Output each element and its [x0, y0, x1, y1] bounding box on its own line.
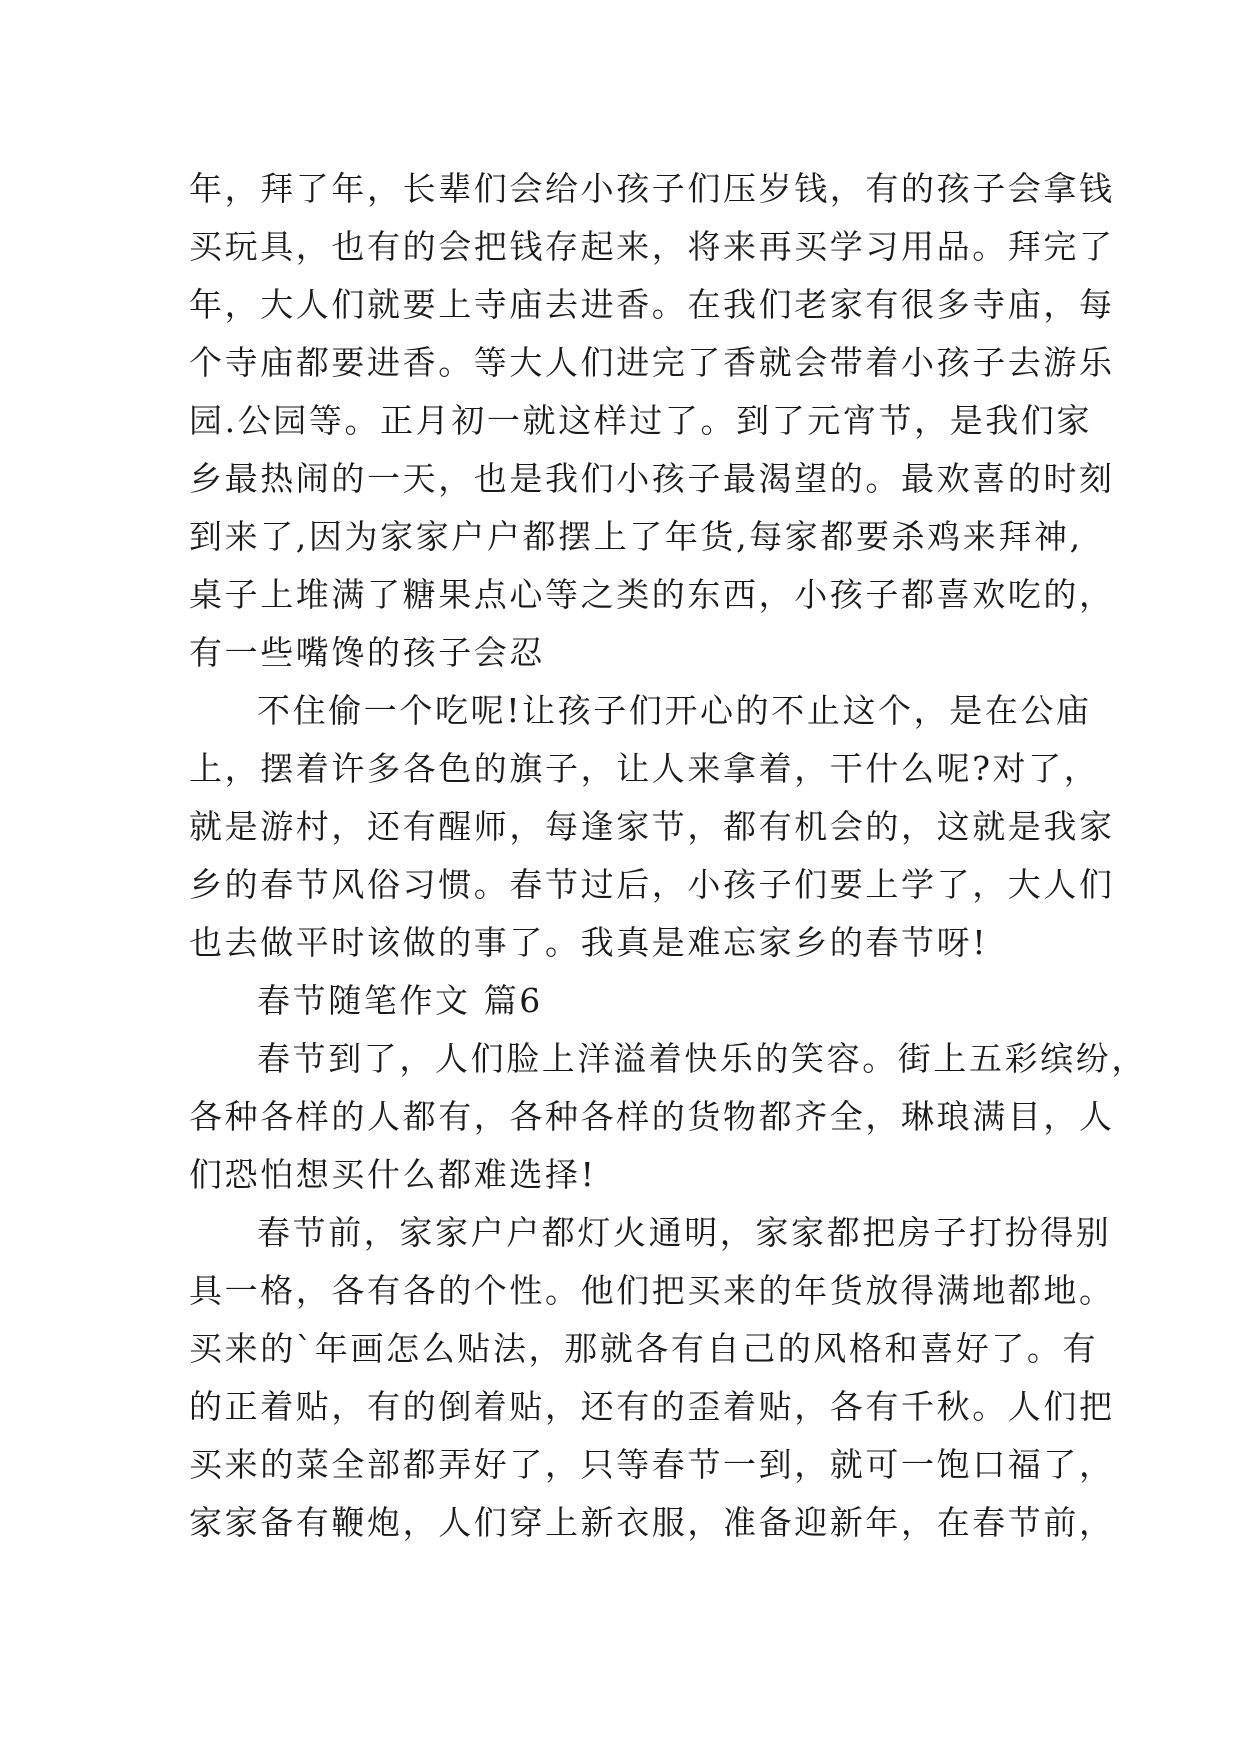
text-line: 乡最热闹的一天，也是我们小孩子最渴望的。最欢喜的时刻: [189, 459, 1115, 498]
paragraph-first-line: 春节到了，人们脸上洋溢着快乐的笑容。街上五彩缤纷，: [257, 1039, 1147, 1078]
paragraph-first-line: 不住偷一个吃呢!让孩子们开心的不止这个，是在公庙: [257, 691, 1092, 730]
text-line: 就是游村，还有醒师，每逢家节，都有机会的，这就是我家: [189, 807, 1115, 846]
text-line: 买来的菜全部都弄好了，只等春节一到，就可一饱口福了，: [189, 1445, 1115, 1484]
text-line: 园.公园等。正月初一就这样过了。到了元宵节，是我们家: [189, 401, 1093, 440]
text-line: 上，摆着许多各色的旗子，让人来拿着，干什么呢?对了，: [189, 749, 1100, 788]
text-line: 的正着贴，有的倒着贴，还有的歪着贴，各有千秋。人们把: [189, 1387, 1115, 1426]
text-line: 个寺庙都要进香。等大人们进完了香就会带着小孩子去游乐: [189, 343, 1115, 382]
section-heading: 春节随笔作文 篇6: [257, 981, 543, 1020]
paragraph-first-line: 春节前，家家户户都灯火通明，家家都把房子打扮得别: [257, 1213, 1112, 1252]
text-line: 年，拜了年，长辈们会给小孩子们压岁钱，有的孩子会拿钱: [189, 169, 1115, 208]
text-line: 年，大人们就要上寺庙去进香。在我们老家有很多寺庙，每: [189, 285, 1115, 324]
text-line: 到来了,因为家家户户都摆上了年货,每家都要杀鸡来拜神,: [189, 517, 1083, 556]
text-line: 们恐怕想买什么都难选择!: [189, 1155, 597, 1194]
text-line: 买来的`年画怎么贴法，那就各有自己的风格和喜好了。有: [189, 1329, 1099, 1368]
text-line: 各种各样的人都有，各种各样的货物都齐全，琳琅满目，人: [189, 1097, 1115, 1136]
text-line: 也去做平时该做的事了。我真是难忘家乡的春节呀!: [189, 923, 989, 962]
text-line: 买玩具，也有的会把钱存起来，将来再买学习用品。拜完了: [189, 227, 1115, 266]
text-line: 家家备有鞭炮，人们穿上新衣服，准备迎新年，在春节前，: [189, 1503, 1115, 1542]
text-line: 有一些嘴馋的孩子会忍: [189, 633, 545, 672]
text-line: 具一格，各有各的个性。他们把买来的年货放得满地都地。: [189, 1271, 1115, 1310]
text-line: 乡的春节风俗习惯。春节过后，小孩子们要上学了，大人们: [189, 865, 1115, 904]
text-line: 桌子上堆满了糖果点心等之类的东西，小孩子都喜欢吃的，: [189, 575, 1115, 614]
